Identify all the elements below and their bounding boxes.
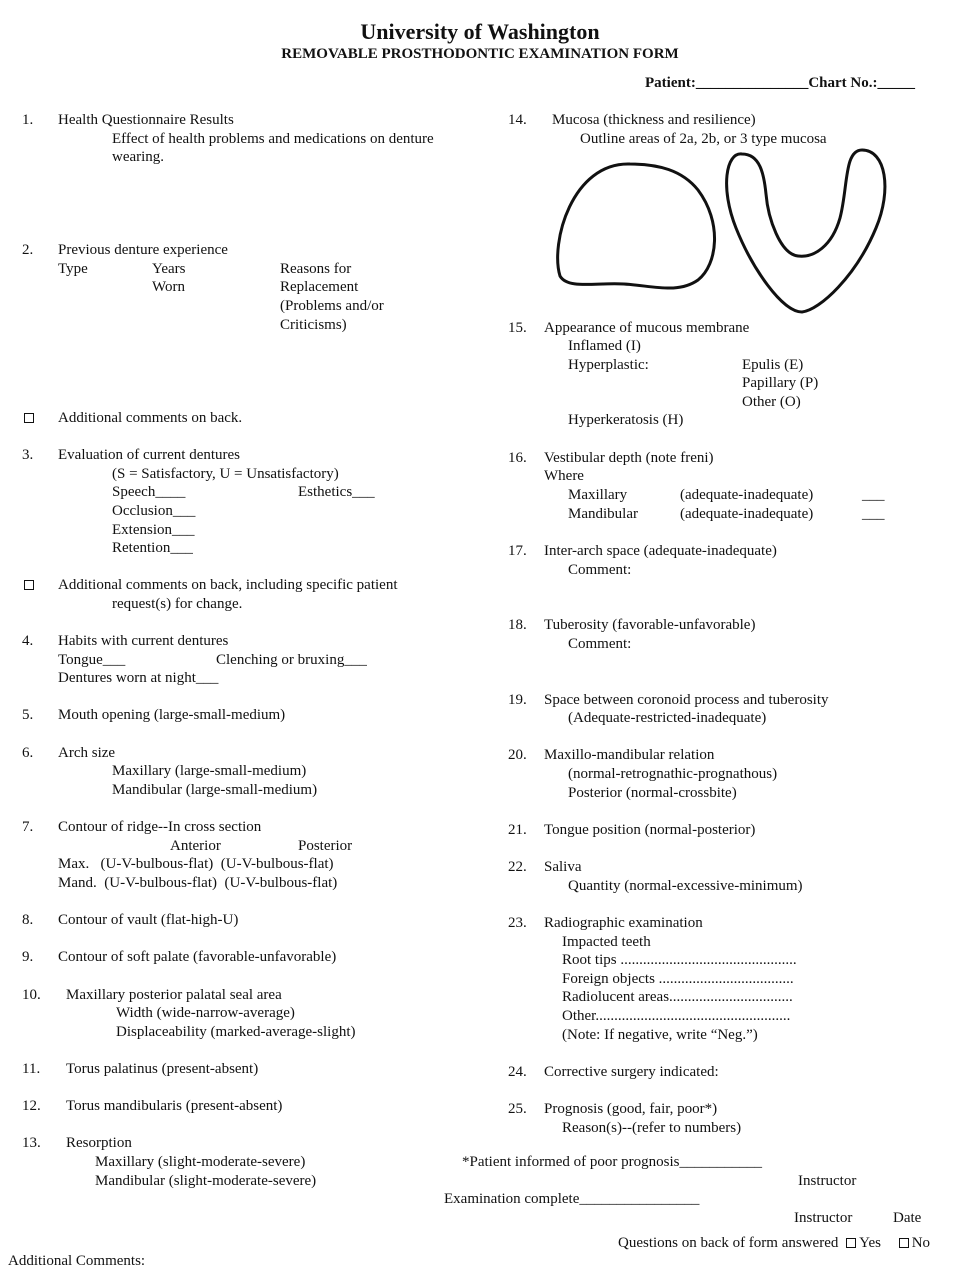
arch-size-title: Arch size [58,745,116,761]
palatal-seal-title: Maxillary posterior palatal seal area [66,987,282,1003]
tuberosity-comment[interactable]: Comment: [568,636,632,652]
vault-contour-title: Contour of vault (flat-high-U) [58,912,239,928]
questions-back-row [618,1234,930,1253]
no-label: No [911,1235,931,1251]
item-number: 7. [22,819,34,835]
yes-label: Yes [859,1235,881,1251]
radiographic-title: Radiographic examination [544,915,703,931]
ridge-max-row: Max. (U-V-bulbous-flat) (U-V-bulbous-flat) [58,856,334,872]
habits-title: Habits with current dentures [58,633,229,649]
papillary-label: Papillary (P) [742,375,819,391]
radiographic-item[interactable]: Root tips ............................................... [562,952,797,968]
item-number: 2. [22,242,34,258]
epulis-label: Epulis (E) [742,357,804,373]
hyperplastic-label: Hyperplastic: [568,357,649,373]
mouth-opening-title: Mouth opening (large-small-medium) [58,707,286,723]
ridge-mand-row: Mand. (U-V-bulbous-flat) (U-V-bulbous-flat) [58,875,338,891]
radiographic-item[interactable]: Foreign objects .................................... [562,971,794,987]
item-number: 15. [508,320,527,336]
inter-arch-title: Inter-arch space (adequate-inadequate) [544,543,777,559]
retention-field[interactable]: Retention___ [112,540,193,556]
reasons-label: Criticisms) [280,317,347,333]
form-subtitle: REMOVABLE PROSTHODONTIC EXAMINATION FORM [281,46,679,62]
saliva-title: Saliva [544,859,582,875]
item-number: 13. [22,1135,41,1151]
arch-outline-diagram[interactable] [550,148,890,320]
current-dentures-title: Evaluation of current dentures [58,447,241,463]
anterior-label: Anterior [170,838,221,854]
resorption-maxillary: Maxillary (slight-moderate-severe) [95,1154,306,1170]
instructor-label: Instructor [794,1210,853,1226]
mucosa-title: Mucosa (thickness and resilience) [552,112,756,128]
reasons-label: Replacement [280,279,359,295]
torus-palatinus-title: Torus palatinus (present-absent) [66,1061,259,1077]
coronoid-space-title: Space between coronoid process and tuberosity [544,692,829,708]
reasons-label: Reasons for [280,261,352,277]
comments-back-checkbox[interactable] [24,580,34,590]
palatal-seal-displaceability: Displaceability (marked-average-slight) [116,1024,356,1040]
tongue-position-title: Tongue position (normal-posterior) [544,822,756,838]
item-number: 12. [22,1098,41,1114]
item-number: 10. [22,987,41,1003]
torus-mandibularis-title: Torus mandibularis (present-absent) [66,1098,283,1114]
hyperkeratosis-label: Hyperkeratosis (H) [568,412,684,428]
item-number: 17. [508,543,527,559]
poor-prognosis-field[interactable]: *Patient informed of poor prognosis___________ [462,1154,762,1170]
posterior-label: Posterior [298,838,353,854]
item-number: 8. [22,912,34,928]
other-label: Other (O) [742,394,801,410]
questions-back-label: Questions on back of form answered [618,1235,839,1251]
worn-at-night-field[interactable]: Dentures worn at night___ [58,670,219,686]
item-number: 14. [508,112,527,128]
soft-palate-title: Contour of soft palate (favorable-unfavorable) [58,949,337,965]
form-title: University of Washington [360,19,600,44]
item-number: 24. [508,1064,527,1080]
vestibular-maxillary: Maxillary [568,487,628,503]
item-number: 3. [22,447,34,463]
arch-size-mandibular: Mandibular (large-small-medium) [112,782,318,798]
comments-back-checkbox[interactable] [24,413,34,423]
mandibular-arch-outline [727,150,885,312]
prognosis-reasons: Reason(s)--(refer to numbers) [562,1120,742,1136]
no-checkbox[interactable] [899,1238,909,1248]
patient-chart-line[interactable]: Patient:_______________Chart No.:_____ [645,75,915,91]
satisfactory-legend: (S = Satisfactory, U = Unsatisfactory) [112,466,339,482]
radiographic-note: (Note: If negative, write “Neg.”) [562,1027,758,1043]
vestibular-mandibular: Mandibular [568,506,638,522]
maxillo-mandibular-posterior: Posterior (normal-crossbite) [568,785,737,801]
comments-back-label: request(s) for change. [112,596,243,612]
inter-arch-comment[interactable]: Comment: [568,562,632,578]
worn-label: Worn [152,279,185,295]
tongue-field[interactable]: Tongue___ [58,652,126,668]
type-label: Type [58,261,88,277]
item-number: 19. [508,692,527,708]
esthetics-field[interactable]: Esthetics___ [298,484,375,500]
item-number: 25. [508,1101,527,1117]
item-number: 4. [22,633,34,649]
saliva-quantity: Quantity (normal-excessive-minimum) [568,878,803,894]
maxillo-mandibular-title: Maxillo-mandibular relation [544,747,715,763]
palatal-seal-width: Width (wide-narrow-average) [116,1005,295,1021]
occlusion-field[interactable]: Occlusion___ [112,503,196,519]
coronoid-space-options: (Adequate-restricted-inadequate) [568,710,767,726]
prognosis-title: Prognosis (good, fair, poor*) [544,1101,718,1117]
resorption-title: Resorption [66,1135,132,1151]
vestibular-mandibular-blank[interactable]: ___ [862,506,885,522]
extension-field[interactable]: Extension___ [112,522,195,538]
item-number: 20. [508,747,527,763]
ridge-contour-title: Contour of ridge--In cross section [58,819,262,835]
date-label: Date [893,1210,922,1226]
health-effect-line1: Effect of health problems and medications on denture [112,131,434,147]
tuberosity-title: Tuberosity (favorable-unfavorable) [544,617,756,633]
clenching-field[interactable]: Clenching or bruxing___ [216,652,367,668]
health-questionnaire-title: Health Questionnaire Results [58,112,234,128]
yes-checkbox[interactable] [846,1238,856,1248]
maxillo-mandibular-options: (normal-retrognathic-prognathous) [568,766,778,782]
reasons-label: (Problems and/or [280,298,384,314]
exam-complete-field[interactable]: Examination complete________________ [444,1191,700,1207]
years-label: Years [152,261,186,277]
arch-size-maxillary: Maxillary (large-small-medium) [112,763,307,779]
additional-comments-label: Additional Comments: [8,1253,146,1269]
vestibular-maxillary-blank[interactable]: ___ [862,487,885,503]
radiographic-item[interactable]: Radiolucent areas................................. [562,989,793,1005]
vestibular-depth-title: Vestibular depth (note freni) [544,450,714,466]
item-number: 9. [22,949,34,965]
inflamed-label: Inflamed (I) [568,338,641,354]
maxillary-arch-outline [558,164,715,288]
previous-denture-title: Previous denture experience [58,242,228,258]
where-label: Where [544,468,584,484]
resorption-mandibular: Mandibular (slight-moderate-severe) [95,1173,317,1189]
corrective-surgery-title[interactable]: Corrective surgery indicated: [544,1064,719,1080]
item-number: 6. [22,745,34,761]
vestibular-mandibular-options: (adequate-inadequate) [680,506,814,522]
item-number: 22. [508,859,527,875]
item-number: 16. [508,450,527,466]
item-number: 18. [508,617,527,633]
item-number: 23. [508,915,527,931]
health-effect-line2: wearing. [112,149,165,165]
instructor-label: Instructor [798,1173,857,1189]
item-number: 21. [508,822,527,838]
radiographic-item: Impacted teeth [562,934,651,950]
item-number: 11. [22,1061,41,1077]
speech-field[interactable]: Speech____ [112,484,186,500]
vestibular-maxillary-options: (adequate-inadequate) [680,487,814,503]
comments-back-label: Additional comments on back. [58,410,243,426]
mucosa-subtitle: Outline areas of 2a, 2b, or 3 type mucosa [580,131,827,147]
mucous-membrane-title: Appearance of mucous membrane [544,320,750,336]
item-number: 5. [22,707,34,723]
comments-back-label: Additional comments on back, including specific patient [58,577,398,593]
radiographic-item[interactable]: Other.................................................... [562,1008,791,1024]
item-number: 1. [22,112,34,128]
